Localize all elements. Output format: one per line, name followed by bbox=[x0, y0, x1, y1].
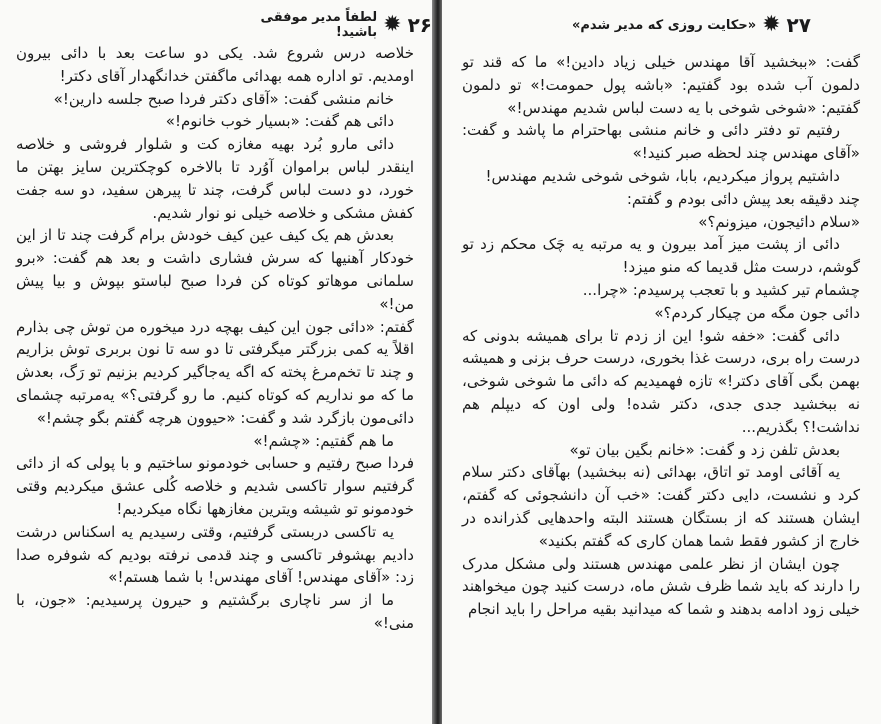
right-page-header bbox=[572, 12, 811, 38]
paragraph: دائی جون مگه من چیکار کردم؟» bbox=[654, 303, 860, 322]
paragraph: یه آقائی اومد تو اتاق، بهدائی (نه ببخشید) بهآقای دکتر سلام کرد و نشست، دایی دکتر گفت: «خب آن دانشجوئی که گفتم، ایشان هستند که از بستگان هستند البته واحدهایی گذرانده در خارج از کشور فقط شما همان کاری که گفتم بکنید» bbox=[462, 463, 860, 550]
right-page-running-title: «حکایت روزی که مدیر شدم» bbox=[572, 17, 757, 33]
left-page bbox=[0, 0, 432, 724]
right-page-number: ۲۷ bbox=[786, 13, 811, 37]
paragraph: چون ایشان از نظر علمی مهندس هستند ولی مشکل مدرک را دارند که باید شما ظرف شش ماه، درست کنید چون میخواهند خیلی زود ادامه بدهند و شما که میدانید بقیه مراحل را باید انجام bbox=[462, 554, 860, 619]
paragraph: بعدش هم یک کیف عین کیف خودش برام گرفت چند تا از این خودکار آهنیها که سرش فشاری داشت و بعد هم گفت: «برو سلمانی موهاتو کوتاه کن فردا صبح لباستو بپوش و بیا پیش من!» bbox=[16, 226, 414, 313]
paragraph: گفتم: «دائی جون این کیف بهچه درد میخوره من توش چی بذارم اقلاً یه کمی بزرگتر میگرفتی تا دو سه تا نون بربری توش بزاریم و چند تا تخم‌مرغ پخته که اگه یه‌جاگیر کردیم بزنیم تو رَگ، بعدش ما که مو نداریم که کوتاه کنیم. ما رو گرفتی؟» یه‌مرتبه چشمای دائی‌مون بازگرد شد و گفت: «حیوون هرچه گفتم بگو چشم!» bbox=[16, 317, 414, 427]
right-page bbox=[442, 0, 881, 724]
left-page-running-title: لطفاً مدیر موفقی باشید! bbox=[260, 10, 378, 40]
paragraph: فردا صبح رفتیم و حسابی خودمونو ساختیم و با پولی که از دائی گرفتیم سوار تاکسی شدیم و خلاصه کُلی عشق میکردیم وقتی خودمونو تو شیشه ویترین مغازهها نگاه میکردیم! bbox=[16, 454, 414, 518]
right-page-body bbox=[462, 51, 860, 621]
star-ornament-icon: ✹ bbox=[383, 12, 402, 37]
left-page-body bbox=[16, 42, 414, 635]
paragraph: رفتیم تو دفتر دائی و خانم منشی بهاحترام ما پاشد و گفت: «آقای مهندس چند لحظه صبر کنید!» bbox=[462, 121, 860, 163]
left-page-number: ۲۶ bbox=[407, 13, 432, 37]
paragraph: گفت: «ببخشید آقا مهندس خیلی زیاد دادین!» ما که قند تو دلمون آب شده بود گفتیم: «باشه پول حمومت!» تو دلمون گفتیم: «شوخی شوخی با یه دست لباس شدیم مهندس!» bbox=[462, 53, 860, 117]
paragraph: چند دقیقه بعد پیش دائی بودم و گفتم: bbox=[626, 189, 860, 208]
paragraph: خلاصه درس شروع شد. یکی دو ساعت بعد با دائی بیرون اومدیم. تو اداره همه بهدائی ماگفتن خدانگهدار آقای دکتر! bbox=[16, 44, 414, 85]
paragraph: دائی گفت: «خفه شو! این از زدم تا برای همیشه بدونی که درست راه بری، درست غذا بخوری، درست حرف بزنی و همیشه بهمن بگی آقای دکتر!» تازه فهمیدیم که دائی ما شوخی شوخی، نه ببخشید جدی جدی، دکتر شده! ولی اون که دیپلم هم نداشت!؟ بگذریم... bbox=[462, 326, 860, 436]
paragraph: دائی مارو بُرد بهیه مغازه کت و شلوار فروشی و خلاصه اینقدر لباس براموان آوُرد تا بالاخره کوچکترین سایز بهتن ما خورد، دو دست لباس گرفت، چند تا پیرهن سفید، دو سه جفت کفش مشکی و خلاصه خیلی نو نوار شدیم. bbox=[16, 135, 414, 222]
paragraph: ما هم گفتیم: «چشم!» bbox=[253, 431, 394, 450]
paragraph: داشتیم پرواز میکردیم، بابا، شوخی شوخی شدیم مهندس! bbox=[485, 166, 840, 185]
paragraph: «سلام دائیجون، میزونم؟» bbox=[698, 212, 860, 231]
book-spine bbox=[432, 0, 442, 724]
paragraph: بعدش تلفن زد و گفت: «خانم بگین بیان تو» bbox=[569, 440, 840, 459]
left-page-header bbox=[232, 12, 432, 38]
paragraph: دائی از پشت میز آمد بیرون و یه مرتبه یه چَک محکم زد تو گوشم، درست مثل قدیما که منو میزد! bbox=[462, 235, 860, 277]
paragraph: چشمام تیر کشید و با تعجب پرسیدم: «چرا... bbox=[582, 280, 860, 299]
star-ornament-icon: ✹ bbox=[762, 12, 781, 37]
paragraph: یه تاکسی دربستی گرفتیم، وقتی رسیدیم یه اسکناس درشت دادیم بهشوفر تاکسی و چند قدمی نرفته بودیم که شوفره صدا زد: «آقای مهندس! آقای مهندس! با شما هستم!» bbox=[16, 522, 414, 587]
paragraph: خانم منشی گفت: «آقای دکتر فردا صبح جلسه دارین!» bbox=[53, 89, 394, 108]
paragraph: دائی هم گفت: «بسیار خوب خانوم!» bbox=[165, 112, 394, 131]
paragraph: ما از سر ناچاری برگشتیم و حیرون پرسیدیم: «جون، با منی!» bbox=[16, 591, 414, 632]
